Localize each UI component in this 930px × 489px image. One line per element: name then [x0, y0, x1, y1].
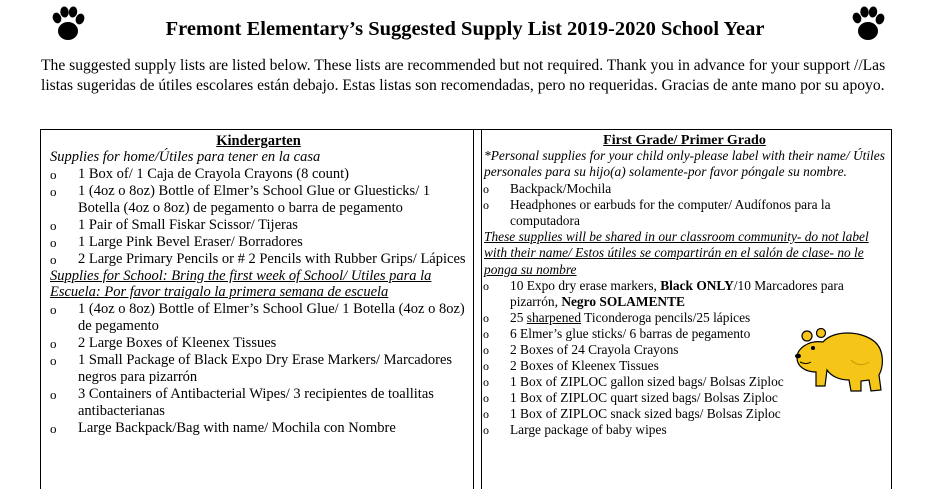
page-title: Fremont Elementary’s Suggested Supply List 2019-2020 School Year: [165, 18, 765, 40]
list-item: o 6 Elmer’s glue sticks/ 6 barras de pegamento: [482, 326, 887, 342]
list-item: o 1 Box of/ 1 Caja de Crayola Crayons (8 count): [50, 166, 467, 183]
kindergarten-column: [41, 130, 474, 489]
home-supplies-list: [50, 166, 467, 268]
item-text: 10 Expo dry erase markers,: [510, 278, 661, 294]
kindergarten-heading: Kindergarten: [216, 133, 301, 149]
first-grade-heading: First Grade/ Primer Grado: [603, 133, 766, 148]
list-item: o 2 Large Boxes of Kleenex Tissues: [50, 335, 467, 352]
list-item: o 1 Large Pink Bevel Eraser/ Borradores: [50, 234, 467, 251]
home-supplies-label: Supplies for home/Útiles para tener en la casa: [50, 149, 321, 165]
list-item: o 2 Boxes of 24 Crayola Crayons: [482, 342, 887, 358]
list-item: o 1 Box of ZIPLOC snack sized bags/ Bolsas Ziploc: [482, 406, 887, 422]
school-supplies-list: [50, 301, 467, 437]
school-supplies-label: Supplies for School: Bring the first week of School/ Utiles para la Escuela: Por favor traigalo la primera semana de escuela: [50, 267, 432, 300]
list-item: o 1 (4oz o 8oz) Bottle of Elmer’s School Glue/ 1 Botella (4oz o 8oz) de pegamento: [50, 301, 467, 335]
list-item: o Large Backpack/Bag with name/ Mochila con Nombre: [50, 420, 467, 437]
list-item: [482, 278, 887, 310]
item-text: 25: [510, 310, 527, 326]
item-text: /10 Marcadores para pizarrón,: [510, 278, 844, 310]
list-item: o 1 Box of ZIPLOC quart sized bags/ Bolsas Ziploc: [482, 390, 887, 406]
list-item: o Large package of baby wipes: [482, 422, 887, 438]
personal-supplies-list: [482, 181, 887, 229]
list-item: o 2 Boxes of Kleenex Tissues: [482, 358, 887, 374]
list-item: o 1 Small Package of Black Expo Dry Erase Markers/ Marcadores negros para pizarrón: [50, 352, 467, 386]
list-item: o 2 Large Primary Pencils or # 2 Pencils with Rubber Grips/ Lápices: [50, 251, 467, 268]
list-item: o 3 Containers of Antibacterial Wipes/ 3 recipientes de toallitas antibacterianas: [50, 386, 467, 420]
list-item: o 1 (4oz o 8oz) Bottle of Elmer’s School Glue or Gluesticks/ 1 Botella (4oz o 8oz) de pegamento o barra de pegamento: [50, 183, 467, 217]
list-item: o Headphones or earbuds for the computer/ Audífonos para la computadora: [482, 197, 887, 229]
intro-paragraph: The suggested supply lists are listed below. These lists are recommended but not required. Thank you in advance for your support //Las listas sugeridas de útiles escolares están debajo. Estas listas son recomendadas, pero no requeridas. Gracias de ante mano por su apoyo.: [41, 57, 886, 94]
item-emphasis: Negro SOLAMENTE: [561, 294, 685, 310]
item-underline: sharpened: [526, 310, 582, 326]
list-item: o Backpack/Mochila: [482, 181, 887, 197]
bear-mascot: [791, 320, 889, 396]
item-text: Ticonderoga pencils/25 lápices: [581, 310, 751, 326]
list-item: o 1 Pair of Small Fiskar Scissor/ Tijeras: [50, 217, 467, 234]
personal-supplies-label: *Personal supplies for your child only-please label with their name/ Útiles personales para su hijo(a) solamente-por favor póngale su nombre.: [484, 148, 885, 180]
item-emphasis: Black ONLY: [660, 278, 734, 294]
shared-supplies-label: These supplies will be shared in our classroom community- do not label with their name/ Estos útiles se compartirán en el salón de clase- no le ponga su nombre: [484, 228, 869, 277]
first-grade-column: [481, 130, 891, 489]
supply-table: [40, 129, 892, 489]
list-item: o 1 Box of ZIPLOC gallon sized bags/ Bolsas Ziploc: [482, 374, 887, 390]
